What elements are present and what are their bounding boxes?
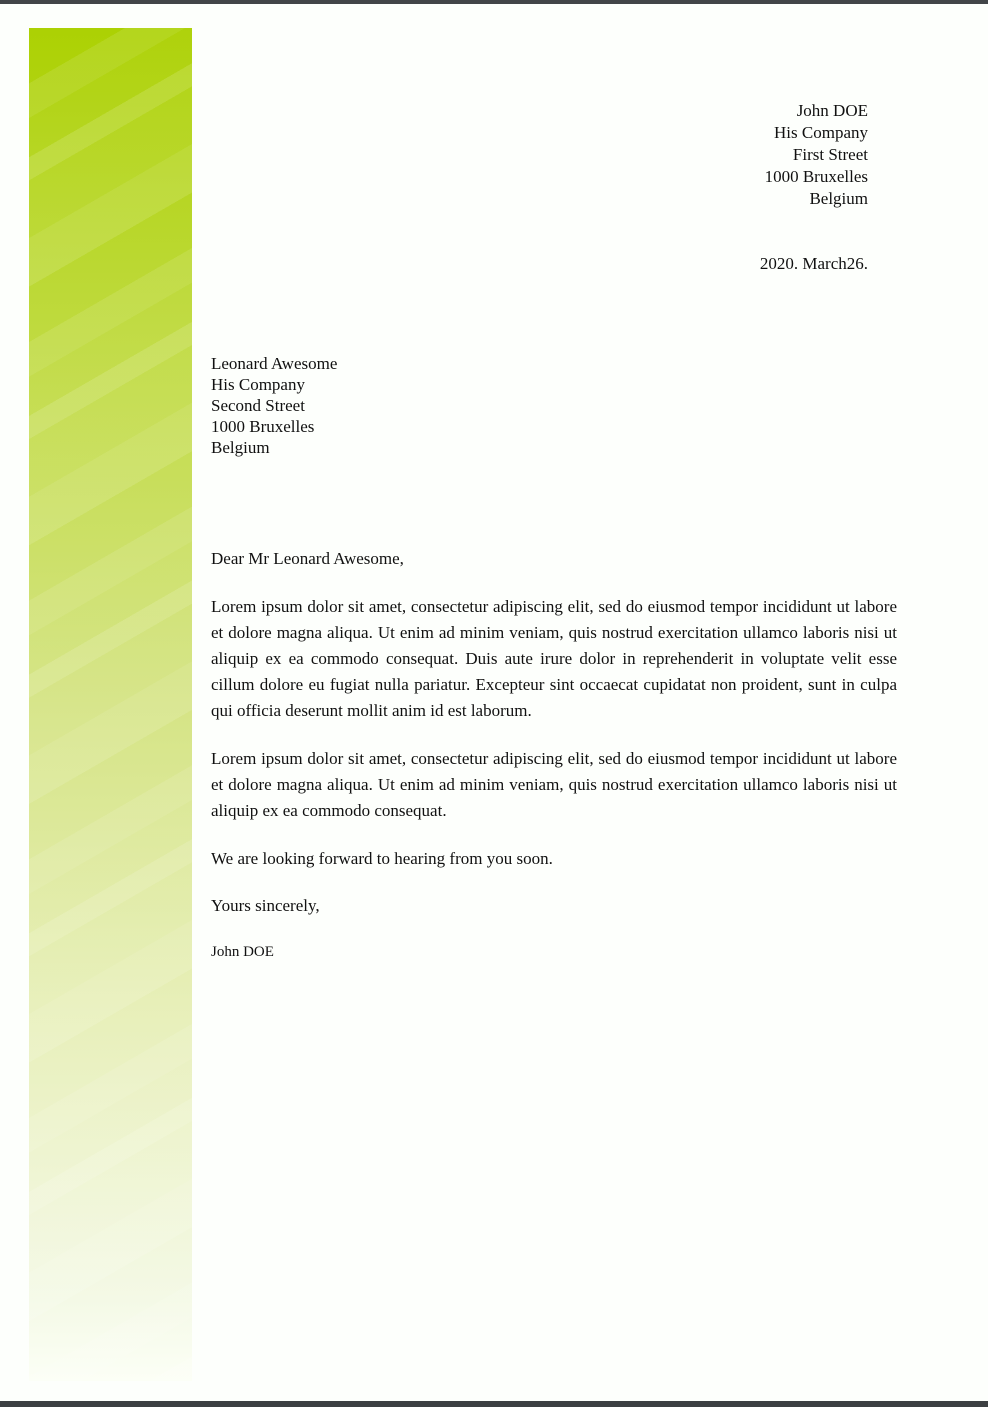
green-gradient-bar [29, 28, 192, 1381]
body-paragraph-2: Lorem ipsum dolor sit amet, consectetur adipiscing elit, sed do eiusmod tempor incididunt ut labore et dolore magna aliqua. Ut enim ad minim veniam, quis nostrud exercitation ullamco laboris nisi ut aliquip ex ea commodo consequat. [211, 749, 897, 820]
viewer-top-edge [0, 0, 988, 4]
recipient-name: Leonard Awesome [211, 354, 338, 373]
salutation: Dear Mr Leonard Awesome, [211, 549, 404, 568]
sender-country: Belgium [809, 189, 868, 208]
valediction: Yours sincerely, [211, 896, 320, 915]
sender-name: John DOE [796, 101, 868, 120]
recipient-street: Second Street [211, 396, 305, 415]
recipient-company: His Company [211, 375, 305, 394]
sender-city: 1000 Bruxelles [764, 167, 868, 186]
recipient-city: 1000 Bruxelles [211, 417, 315, 436]
body-paragraph-1: Lorem ipsum dolor sit amet, consectetur adipiscing elit, sed do eiusmod tempor incididunt ut labore et dolore magna aliqua. Ut enim ad minim veniam, quis nostrud exercitation ullamco laboris nisi ut aliquip ex ea commodo consequat. Duis aute irure dolor in reprehenderit in voluptate velit esse cillum dolore eu fugiat nulla pariatur. Excepteur sint occaecat cupidatat non proident, sunt in culpa qui officia deserunt mollit anim id est laborum. [211, 597, 897, 720]
sender-company: His Company [774, 123, 868, 142]
sender-address-block [765, 100, 868, 210]
letter-date: 2020. March26. [759, 254, 868, 273]
recipient-address-block [211, 353, 337, 458]
letter-body [211, 546, 897, 965]
viewer-bottom-edge [0, 1401, 988, 1407]
signature-name: John DOE [211, 944, 274, 960]
closing-line: We are looking forward to hearing from you soon. [211, 849, 553, 868]
recipient-country: Belgium [211, 438, 270, 457]
sender-street: First Street [792, 145, 868, 164]
